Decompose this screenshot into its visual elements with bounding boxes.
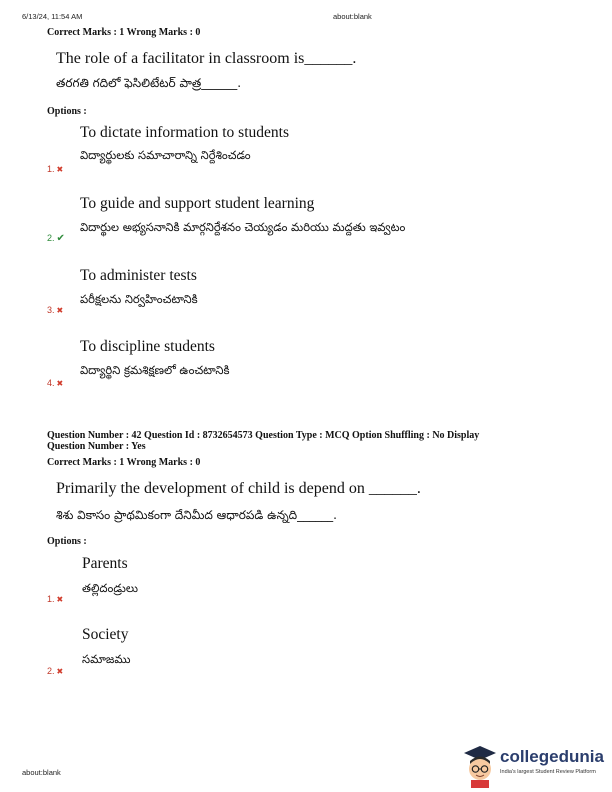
q2-option-1-te: తల్లిదండ్రులు — [82, 581, 138, 595]
q1-option-1-en: To dictate information to students — [80, 124, 289, 141]
wrong-mark-icon: ✖ — [56, 165, 64, 174]
q1-option-2-number — [47, 233, 65, 244]
q1-option-4-number — [47, 378, 63, 388]
wrong-mark-icon: ✖ — [56, 379, 64, 388]
q1-option-3-te: పరీక్షలను నిర్వహించటానికి — [80, 292, 198, 306]
print-page-title: about:blank — [333, 12, 372, 21]
q1-option-4-en: To discipline students — [80, 338, 215, 355]
q1-option-2-en: To guide and support student learning — [80, 195, 315, 212]
q2-option-1-en: Parents — [82, 555, 128, 572]
q2-option-1-number — [47, 594, 63, 604]
q2-marks: Correct Marks : 1 Wrong Marks : 0 — [47, 457, 201, 468]
q1-option-2-te: విదార్థుల అభ్యసనానికి మార్గనిర్దేశనం చెయ్యడం మరియు మద్దతు ఇవ్వటం — [80, 220, 406, 234]
option-number: 3. — [47, 305, 55, 315]
q1-option-1-number — [47, 164, 63, 174]
q1-option-3-number — [47, 305, 63, 315]
q1-options-label: Options : — [47, 106, 87, 117]
q2-text-te: శిశు వికాసం ప్రాథమికంగా దేనిమీద ఆధారపడి ఉన్నది______. — [56, 508, 337, 522]
student-mascot-icon — [462, 744, 498, 788]
option-number: 2. — [47, 666, 55, 676]
q2-text-en: Primarily the development of child is depend on ______. — [56, 480, 421, 497]
q1-option-1-te: విద్యార్థులకు సమాచారాన్ని నిర్దేశించడం — [80, 148, 251, 162]
collegedunia-logo — [462, 744, 612, 792]
brand-tagline: India's largest Student Review Platform — [500, 769, 596, 775]
wrong-mark-icon: ✖ — [56, 306, 64, 315]
wrong-mark-icon: ✖ — [56, 595, 64, 604]
q2-option-2-te: సమాజము — [82, 652, 131, 666]
option-number: 1. — [47, 164, 55, 174]
print-datetime: 6/13/24, 11:54 AM — [22, 12, 83, 21]
brand-name: collegedunia — [500, 747, 604, 766]
print-footer-url: about:blank — [22, 768, 61, 777]
q2-info-line-1: Question Number : 42 Question Id : 8732654573 Question Type : MCQ Option Shuffling : No Display — [47, 430, 480, 441]
q2-option-2-number — [47, 666, 63, 676]
option-number: 1. — [47, 594, 55, 604]
q1-option-3-en: To administer tests — [80, 267, 197, 284]
q1-text-te: తరగతి గదిలో ఫెసిలిటేటర్ పాత్ర______. — [56, 76, 242, 90]
q2-options-label: Options : — [47, 536, 87, 547]
correct-check-icon: ✔ — [56, 233, 65, 244]
q1-option-4-te: విద్యార్థిని క్రమశిక్షణలో ఉంచటానికి — [80, 363, 230, 377]
q2-info-line-2: Question Number : Yes — [47, 441, 146, 452]
wrong-mark-icon: ✖ — [56, 667, 64, 676]
q1-marks: Correct Marks : 1 Wrong Marks : 0 — [47, 27, 201, 38]
option-number: 2. — [47, 233, 55, 243]
q2-option-2-en: Society — [82, 626, 129, 643]
option-number: 4. — [47, 378, 55, 388]
q1-text-en: The role of a facilitator in classroom is______. — [56, 50, 357, 67]
